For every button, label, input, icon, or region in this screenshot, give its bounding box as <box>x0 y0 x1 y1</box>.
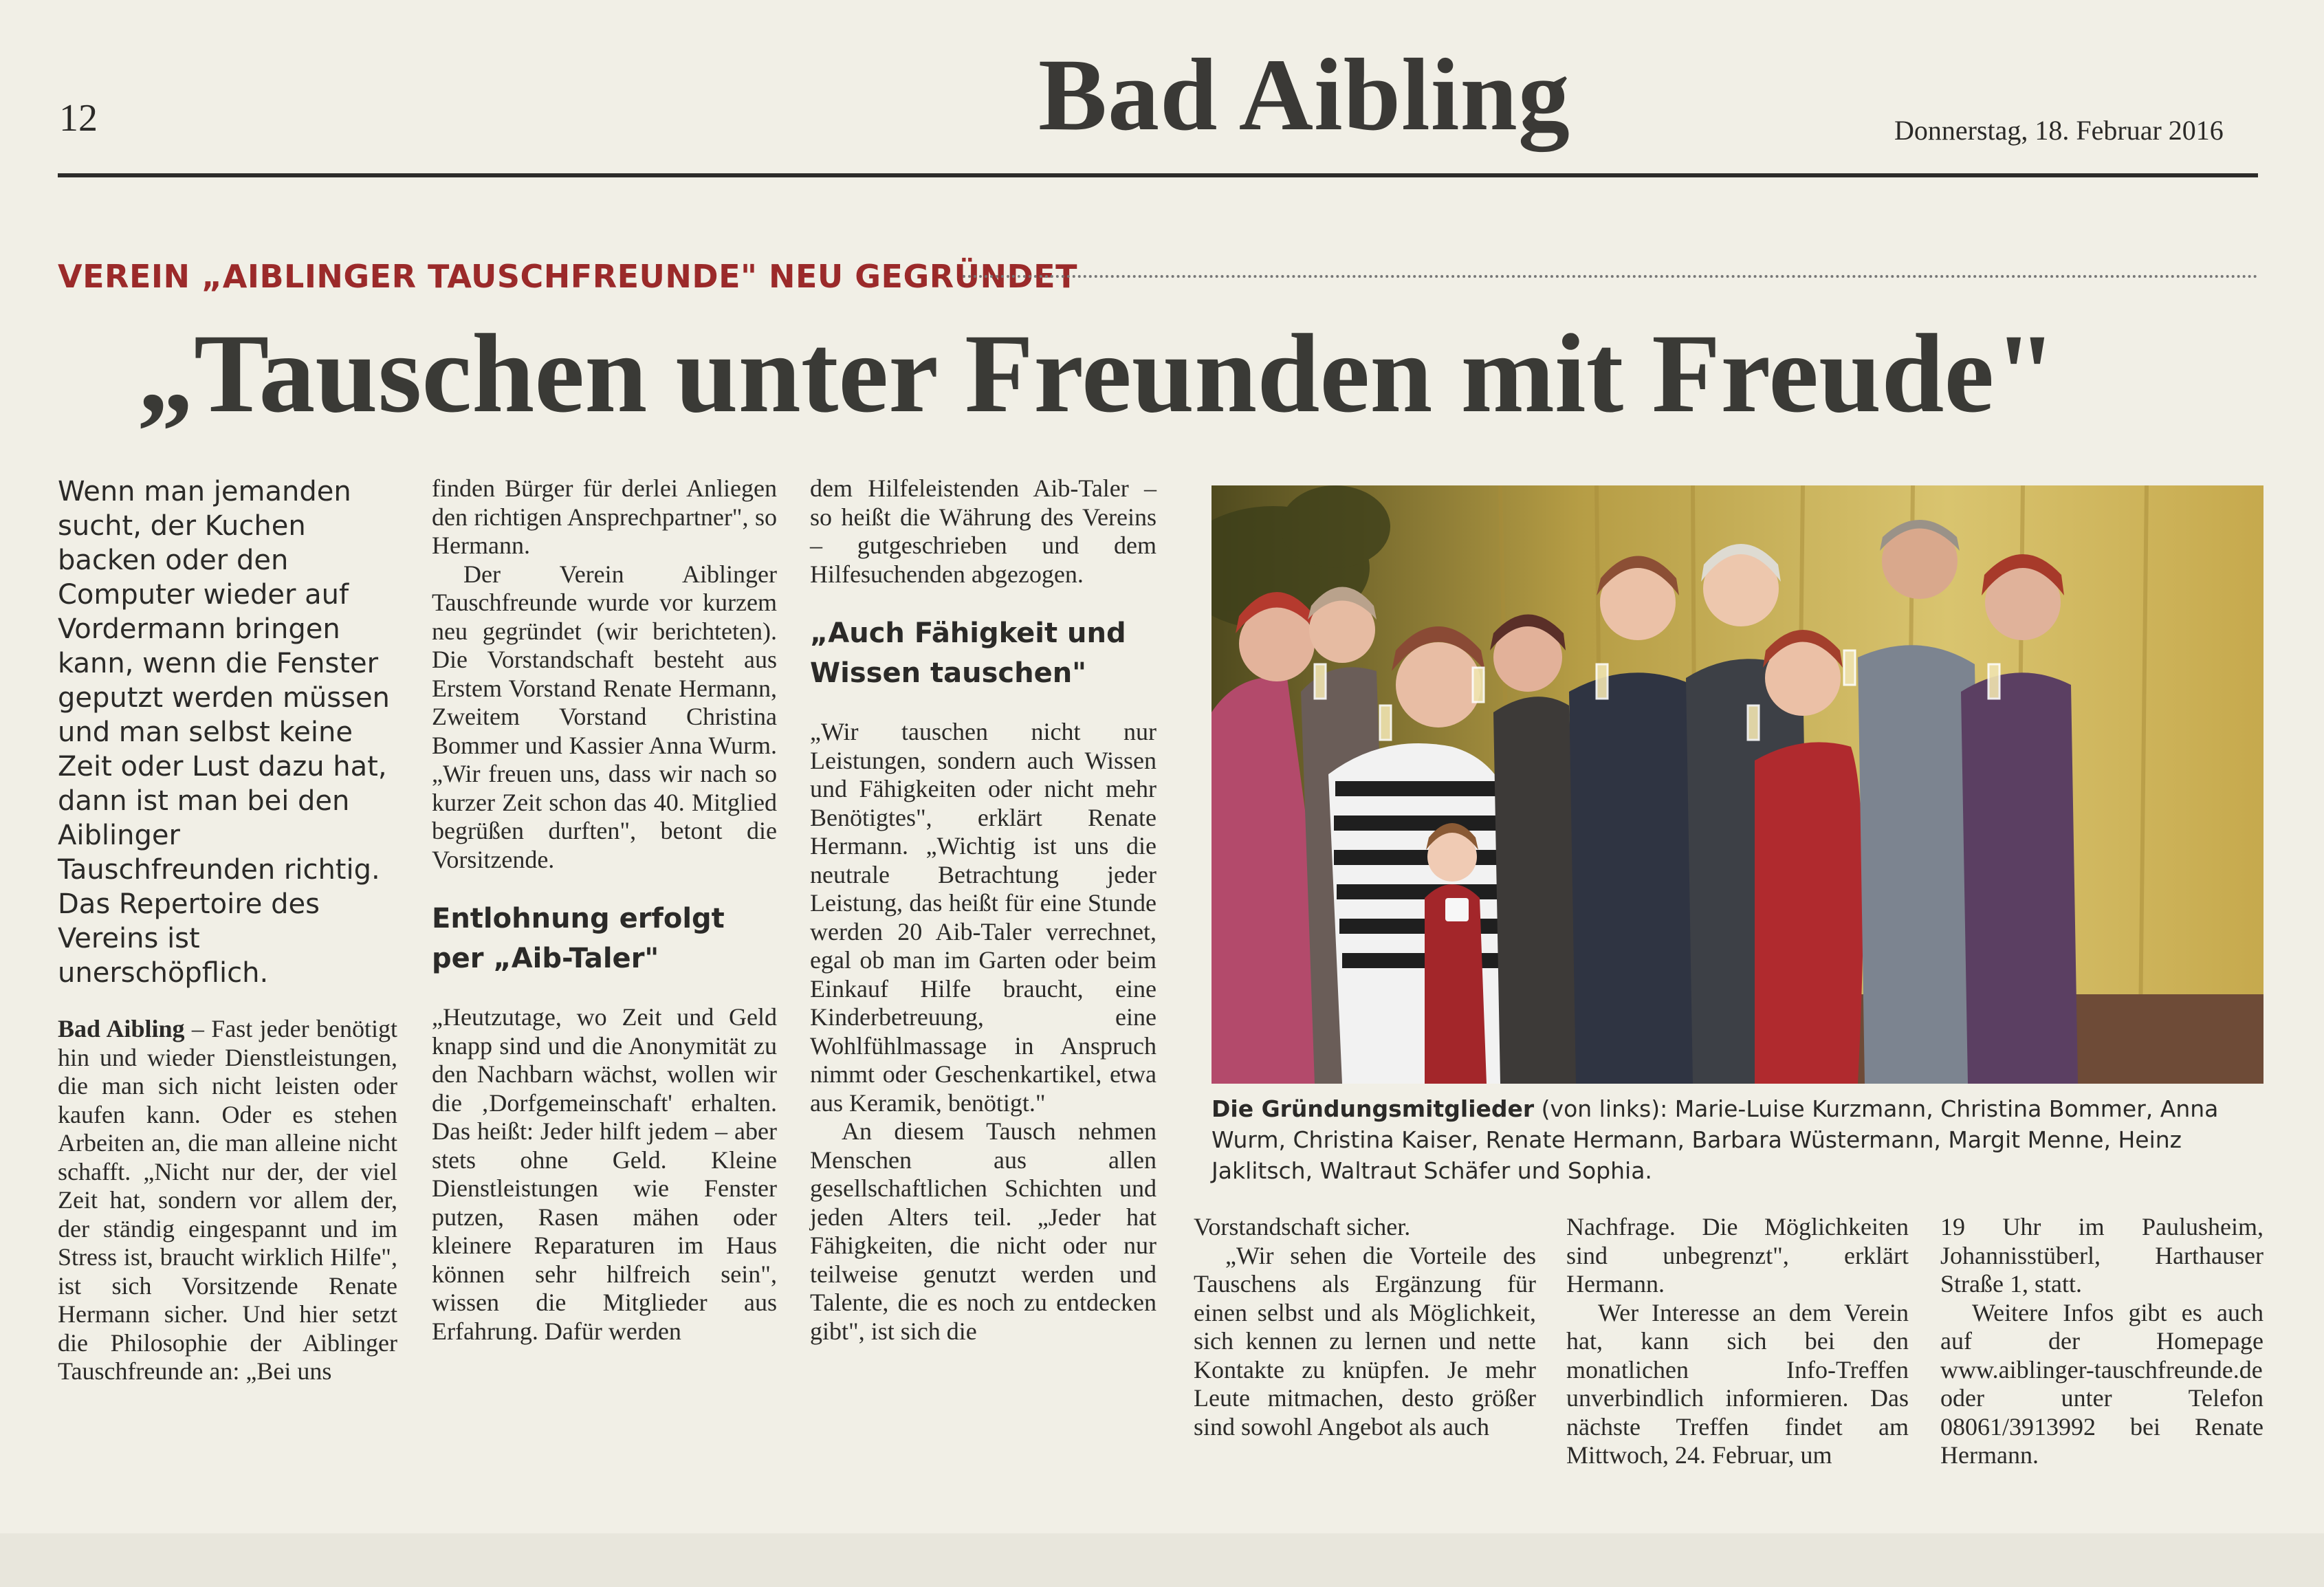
caption-text: (von links): Marie-Luise Kurzmann, Christina Bommer, Anna Wurm, Christina Kaiser, Renate Hermann, Barbara Wüstermann, Margit Menne, Heinz Jaklitsch, Waltraut Schäfer und Sophia. <box>1212 1095 2219 1184</box>
column-1-body <box>58 1015 397 1386</box>
column-6-para-2: Weitere Infos gibt es auch auf der Homepage www.aiblinger-tauschfreunde.de oder unter Telefon 08061/3913992 bei Renate Hermann. <box>1940 1298 2263 1469</box>
column-2 <box>432 474 777 1346</box>
dateline: Bad Aibling <box>58 1015 185 1042</box>
column-3-para-3: An diesem Tausch nehmen Menschen aus allen gesellschaftlichen Schichten und jeden Alters teil. „Jeder hat Fähigkeiten, die nicht oder nur teilweise genutzt werden und Talente, die es noch zu entdecken gibt", ist sich die <box>810 1117 1156 1345</box>
article-kicker: VEREIN „AIBLINGER TAUSCHFREUNDE" NEU GEGRÜNDET <box>58 258 1077 295</box>
page-bottom-edge <box>0 1533 2324 1587</box>
column-4-para-2: „Wir sehen die Vorteile des Tauschens als Ergänzung für einen selbst und als Möglichkeit, sich kennen zu lernen und nette Kontakte zu knüpfen. Je mehr Leute mitmachen, desto größer sind sowohl Angebot als auch <box>1194 1241 1536 1441</box>
issue-date: Donnerstag, 18. Februar 2016 <box>1894 115 2224 146</box>
column-1-text: – Fast jeder benötigt hin und wieder Dienstleistungen, die man sich nicht leisten oder kaufen kann. Oder es stehen Arbeiten an, die man alleine nicht schafft. „Nicht nur der, der viel Zeit hat, sondern vor allem der, der ständig eingespannt und im Stress ist, braucht wirklich Hilfe", ist sich Vorsitzende Renate Hermann sicher. Und hier setzt die Philosophie der Aiblinger Tauschfreunde an: „Bei uns <box>58 1015 397 1385</box>
caption-lead: Die Gründungsmitglieder <box>1212 1095 1535 1122</box>
column-5-para-1: Nachfrage. Die Möglichkeiten sind unbegrenzt", erklärt Hermann. <box>1566 1213 1909 1298</box>
article-headline: „Tauschen unter Freunden mit Freude" <box>138 311 2057 436</box>
column-2-para-2: Der Verein Aiblinger Tauschfreunde wurde vor kurzem neu gegründet (wir berichteten). Die Vorstandschaft besteht aus Erstem Vorstand Renate Hermann, Zweitem Vorstand Christina Bommer und Kassier Anna Wurm. „Wir freuen uns, dass wir nach so kurzer Zeit schon das 40. Mitglied begrüßen durften", betont die Vorsitzende. <box>432 560 777 873</box>
article-lead: Wenn man jemanden sucht, der Kuchen backen oder den Computer wieder auf Vordermann bringen kann, wenn die Fenster geputzt werden müssen und man selbst keine Zeit oder Lust dazu hat, dann ist man bei den Aiblinger Tauschfreunden richtig. Das Repertoire des Vereins ist unerschöpflich. <box>58 476 390 989</box>
column-4-para-1: Vorstandschaft sicher. <box>1194 1213 1411 1240</box>
column-3 <box>810 474 1156 1346</box>
page-number: 12 <box>59 97 98 140</box>
column-5 <box>1566 1213 1909 1470</box>
group-photo <box>1212 485 2263 1084</box>
section-masthead: Bad Aibling <box>1038 38 1570 152</box>
kicker-dotted-rule <box>963 275 2258 278</box>
subhead-entlohnung: Entlohnung erfolgt per „Aib-Taler" <box>432 903 725 974</box>
column-2-para-1: finden Bürger für derlei Anliegen den richtigen Ansprechpartner", so Hermann. <box>432 474 777 559</box>
masthead-rule <box>58 173 2258 177</box>
subhead-faehigkeit: „Auch Fähigkeit und Wissen tauschen" <box>810 617 1126 689</box>
group-photo-image <box>1212 485 2263 1084</box>
column-1 <box>58 474 397 1386</box>
column-6 <box>1940 1213 2263 1470</box>
column-2-para-3: „Heutzutage, wo Zeit und Geld knapp sind und die Anonymität zu den Nachbarn wächst, wollen wir die ‚Dorfgemeinschaft' erhalten. Das heißt: Jeder hilft jedem – aber stets ohne Geld. Kleine Dienstleistungen wie Fenster putzen, Rasen mähen oder kleinere Reparaturen im Haus können sehr hilfreich sein", wissen die Mitglieder aus Erfahrung. Dafür werden <box>432 1003 777 1345</box>
column-6-para-1: 19 Uhr im Paulusheim, Johannisstüberl, Harthauser Straße 1, statt. <box>1940 1213 2263 1298</box>
photo-caption <box>1212 1093 2263 1186</box>
column-5-para-2: Wer Interesse an dem Verein hat, kann sich bei den monatlichen Info-Treffen unverbindlich informieren. Das nächste Treffen findet am Mittwoch, 24. Februar, um <box>1566 1298 1909 1469</box>
column-3-para-2: „Wir tauschen nicht nur Leistungen, sondern auch Wissen und Fähigkeiten oder nicht mehr Benötigtes", erklärt Renate Hermann. „Wichtig ist uns die neutrale Betrachtung jeder Leistung, das heißt für eine Stunde werden 20 Aib-Taler verrechnet, egal ob man im Garten oder beim Einkauf Hilfe braucht, eine Kinderbetreuung, eine Wohlfühlmassage in Anspruch nimmt oder Geschenkartikel, etwa aus Keramik, benötigt." <box>810 718 1156 1117</box>
column-4 <box>1194 1213 1536 1441</box>
column-3-para-1: dem Hilfeleistenden Aib-Taler – so heißt die Währung des Vereins – gutgeschrieben und dem Hilfesuchenden abgezogen. <box>810 474 1156 588</box>
